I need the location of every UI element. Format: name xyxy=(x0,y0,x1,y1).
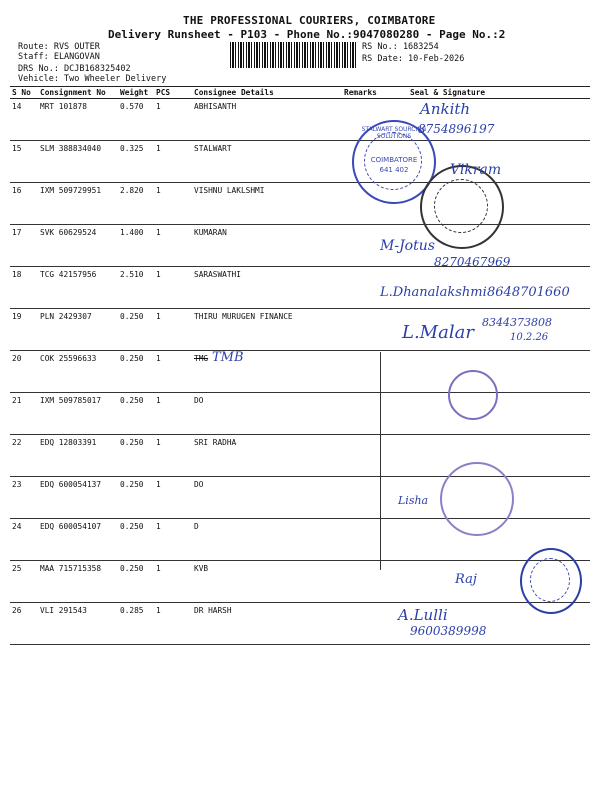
phone-row-14: 8754896197 xyxy=(418,122,495,136)
cell-consignee: ABHISANTH xyxy=(192,99,342,141)
cell-sno: 20 xyxy=(10,351,38,393)
cell-pcs: 1 xyxy=(154,267,192,309)
cell-weight: 0.250 xyxy=(118,561,154,603)
signature-row-18: L.Dhanalakshmi xyxy=(380,285,487,300)
signature-row-14: Ankith xyxy=(420,100,471,118)
signature-row-26: A.Lulli xyxy=(398,606,448,624)
table-row xyxy=(10,435,590,477)
date-row-19: 10.2.26 xyxy=(510,332,549,343)
runsheet-subtitle: Delivery Runsheet - P103 - Phone No.:9047080280 - Page No.:2 xyxy=(108,28,506,41)
cell-consignee: STALWART xyxy=(192,141,342,183)
cell-consignment: EDQ 12803391 xyxy=(38,435,118,477)
col-seal: Seal & Signature xyxy=(384,87,590,99)
phone-row-26: 9600389998 xyxy=(410,624,487,638)
cell-weight: 0.250 xyxy=(118,435,154,477)
route-label: Route: RVS OUTER xyxy=(18,42,100,52)
drs-label: DRS No.: DCJB168325402 xyxy=(18,64,131,74)
faint-seal xyxy=(440,462,514,536)
col-remarks: Remarks xyxy=(342,87,384,99)
cell-pcs: 1 xyxy=(154,393,192,435)
cell-pcs: 1 xyxy=(154,519,192,561)
cell-consignment: PLN 2429307 xyxy=(38,309,118,351)
cell-sno: 17 xyxy=(10,225,38,267)
table-row xyxy=(10,351,590,393)
cell-consignee: DR HARSH xyxy=(192,603,342,645)
signature-row-17: M-Jotus xyxy=(380,238,435,254)
cell-sno: 16 xyxy=(10,183,38,225)
remarks-bracket-line xyxy=(380,352,381,570)
cell-pcs: 1 xyxy=(154,99,192,141)
vehicle-label: Vehicle: Two Wheeler Delivery xyxy=(18,74,167,84)
table-row xyxy=(10,141,590,183)
seal-pin: 641 402 xyxy=(379,166,409,174)
col-consignee: Consignee Details xyxy=(192,87,342,99)
col-weight: Weight xyxy=(118,87,154,99)
cell-consignee: KVB xyxy=(192,561,342,603)
cell-weight: 0.325 xyxy=(118,141,154,183)
cell-consignment: TCG 42157956 xyxy=(38,267,118,309)
cell-weight: 0.250 xyxy=(118,309,154,351)
phone-row-19: 8344373808 xyxy=(482,316,552,329)
cell-consignee: DO xyxy=(192,477,342,519)
cell-consignee: VISHNU LAKLSHMI xyxy=(192,183,342,225)
signature-row-23: Lisha xyxy=(398,494,429,507)
cell-weight: 2.510 xyxy=(118,267,154,309)
cell-consignment: SLM 388834040 xyxy=(38,141,118,183)
rs-number: RS No.: 1683254 xyxy=(362,42,439,52)
cell-consignment: VLI 291543 xyxy=(38,603,118,645)
cell-pcs: 1 xyxy=(154,351,192,393)
seal-text: STALWART SOURCING SOLUTIONS xyxy=(361,126,427,140)
faint-seal xyxy=(448,370,498,420)
cell-pcs: 1 xyxy=(154,561,192,603)
cell-sno: 26 xyxy=(10,603,38,645)
seal-city: COIMBATORE xyxy=(370,156,418,164)
cell-consignee: THIRU MURUGEN FINANCE xyxy=(192,309,342,351)
staff-label: Staff: ELANGOVAN xyxy=(18,52,100,62)
cell-consignee: KUMARAN xyxy=(192,225,342,267)
signature-row-25: Raj xyxy=(455,572,477,587)
barcode xyxy=(230,42,358,68)
cell-weight: 0.570 xyxy=(118,99,154,141)
cell-pcs: 1 xyxy=(154,309,192,351)
rs-date: RS Date: 10-Feb-2026 xyxy=(362,54,465,64)
cell-weight: 0.285 xyxy=(118,603,154,645)
col-consignment: Consignment No xyxy=(38,87,118,99)
cell-consignment: COK 25596633 xyxy=(38,351,118,393)
table-row xyxy=(10,99,590,141)
cell-consignee: SRI RADHA xyxy=(192,435,342,477)
cell-sno: 18 xyxy=(10,267,38,309)
company-title: THE PROFESSIONAL COURIERS, COIMBATORE xyxy=(183,14,436,27)
cell-sno: 21 xyxy=(10,393,38,435)
cell-sno: 19 xyxy=(10,309,38,351)
cell-pcs: 1 xyxy=(154,225,192,267)
cell-weight: 0.250 xyxy=(118,519,154,561)
cell-consignment: MRT 101878 xyxy=(38,99,118,141)
cell-sno: 23 xyxy=(10,477,38,519)
cell-weight: 0.250 xyxy=(118,351,154,393)
table-row xyxy=(10,603,590,645)
cell-sno: 22 xyxy=(10,435,38,477)
table-row xyxy=(10,309,590,351)
phone-row-17: 8270467969 xyxy=(434,255,511,269)
cell-weight: 0.250 xyxy=(118,393,154,435)
cell-sno: 14 xyxy=(10,99,38,141)
cell-consignment: EDQ 600054107 xyxy=(38,519,118,561)
cell-sno: 15 xyxy=(10,141,38,183)
cell-pcs: 1 xyxy=(154,477,192,519)
cell-consignment: SVK 60629524 xyxy=(38,225,118,267)
cell-pcs: 1 xyxy=(154,183,192,225)
cell-pcs: 1 xyxy=(154,141,192,183)
signature-row-19: L.Malar xyxy=(402,322,474,343)
consignee-struck: TMG xyxy=(194,354,209,363)
note-row-20: TMB xyxy=(212,350,244,365)
cell-pcs: 1 xyxy=(154,603,192,645)
cell-consignment: IXM 509785017 xyxy=(38,393,118,435)
cell-weight: 0.250 xyxy=(118,477,154,519)
cell-consignee: D xyxy=(192,519,342,561)
cell-consignment: MAA 715715358 xyxy=(38,561,118,603)
signature-row-16: Vikram xyxy=(450,162,502,178)
col-sno: S No xyxy=(10,87,38,99)
cell-sno: 25 xyxy=(10,561,38,603)
cell-consignee: DO xyxy=(192,393,342,435)
cell-weight: 1.400 xyxy=(118,225,154,267)
phone-row-18: 8648701660 xyxy=(487,285,570,300)
runsheet-table xyxy=(10,86,590,645)
cell-consignment: IXM 509729951 xyxy=(38,183,118,225)
cell-pcs: 1 xyxy=(154,435,192,477)
cell-weight: 2.820 xyxy=(118,183,154,225)
table-row xyxy=(10,561,590,603)
table-row xyxy=(10,393,590,435)
table-header-row xyxy=(10,87,590,99)
cell-sno: 24 xyxy=(10,519,38,561)
cell-consignee: SARASWATHI xyxy=(192,267,342,309)
cell-consignment: EDQ 600054137 xyxy=(38,477,118,519)
col-pcs: PCS xyxy=(154,87,192,99)
bank-seal xyxy=(520,548,582,614)
